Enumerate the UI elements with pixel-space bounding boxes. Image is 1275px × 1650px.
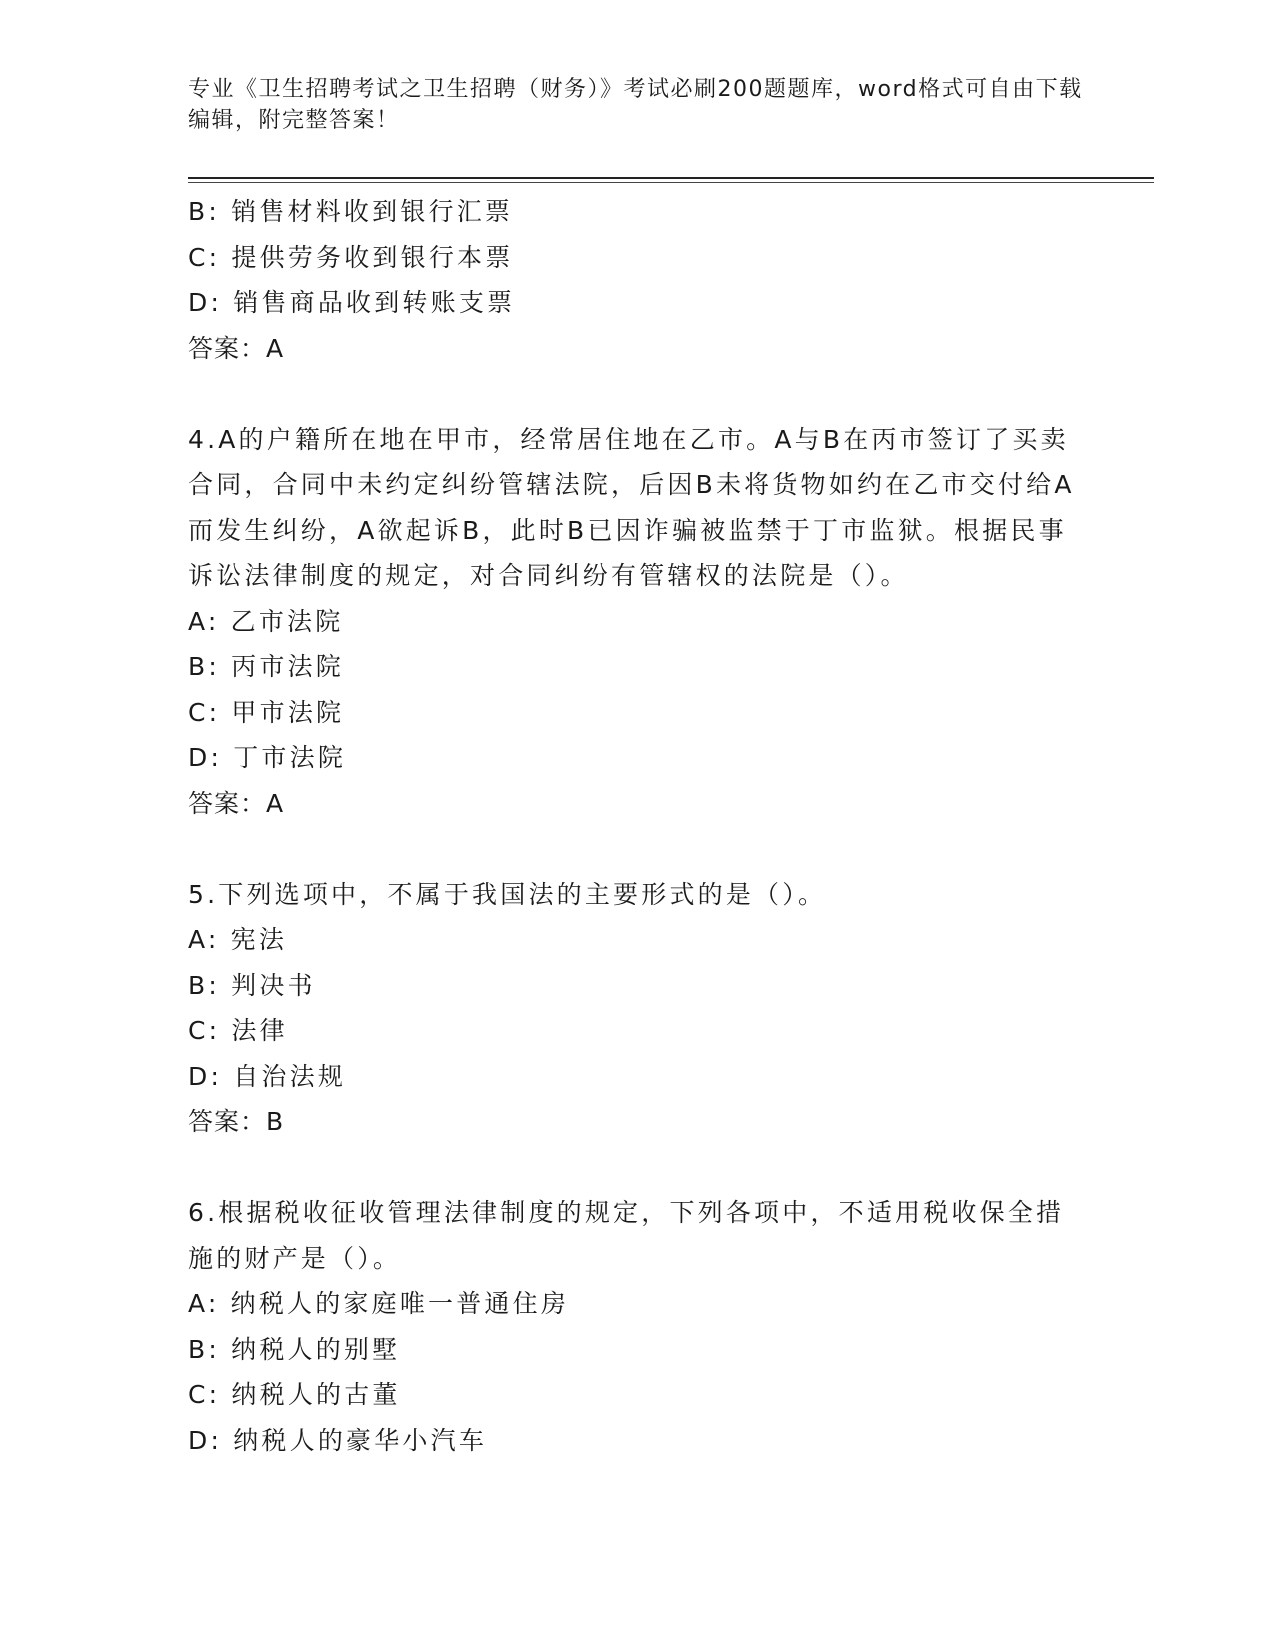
- option-b: B: 销售材料收到银行汇票: [188, 197, 514, 226]
- option-d: D: 自治法规: [188, 1061, 347, 1091]
- question-6: [188, 1190, 1108, 1463]
- option-d: D: 销售商品收到转账支票: [188, 288, 516, 317]
- question-stem: 5.下列选项中，不属于我国法的主要形式的是（）。: [188, 879, 827, 909]
- option-a: A: 纳税人的家庭唯一普通住房: [188, 1289, 570, 1318]
- spacer: [188, 826, 1108, 872]
- option-c: C: 甲市法院: [188, 697, 345, 727]
- option-d: D: 纳税人的豪华小汽车: [188, 1425, 488, 1455]
- question-stem: 6.根据税收征收管理法律制度的规定，下列各项中，不适用税收保全措施的财产是（）。: [188, 1198, 1065, 1273]
- document-header: 专业《卫生招聘考试之卫生招聘（财务）》考试必刷200题题库，word格式可自由下载编辑，附完整答案！: [188, 77, 1083, 133]
- answer-line: 答案：A: [188, 333, 285, 363]
- question-3-tail: [188, 189, 1108, 371]
- answer-line: 答案：B: [188, 1107, 285, 1136]
- option-b: B: 判决书: [188, 970, 316, 1000]
- header-divider-thick: [188, 177, 1154, 179]
- answer-line: 答案：A: [188, 788, 285, 818]
- option-c: C: 法律: [188, 1016, 288, 1045]
- question-stem: 4.A的户籍所在地在甲市，经常居住地在乙市。A与B在丙市签订了买卖合同，合同中未约定纠纷管辖法院，后因B未将货物如约在乙市交付给A而发生纠纷，A欲起诉B，此时B已因诈骗被监禁于丁市监狱。根据民事诉讼法律制度的规定，对合同纠纷有管辖权的法院是（）。: [188, 424, 1075, 590]
- spacer: [188, 371, 1108, 417]
- spacer: [188, 1145, 1108, 1191]
- option-a: A: 乙市法院: [188, 606, 344, 636]
- option-a: A: 宪法: [188, 925, 288, 954]
- option-d: D: 丁市法院: [188, 743, 347, 772]
- question-list: [188, 189, 1108, 1463]
- option-b: B: 丙市法院: [188, 652, 344, 681]
- question-5: [188, 872, 1108, 1145]
- header-divider-thin: [188, 182, 1154, 183]
- option-b: B: 纳税人的别墅: [188, 1334, 401, 1364]
- option-c: C: 纳税人的古董: [188, 1380, 401, 1409]
- question-4: [188, 417, 1108, 827]
- option-c: C: 提供劳务收到银行本票: [188, 242, 514, 272]
